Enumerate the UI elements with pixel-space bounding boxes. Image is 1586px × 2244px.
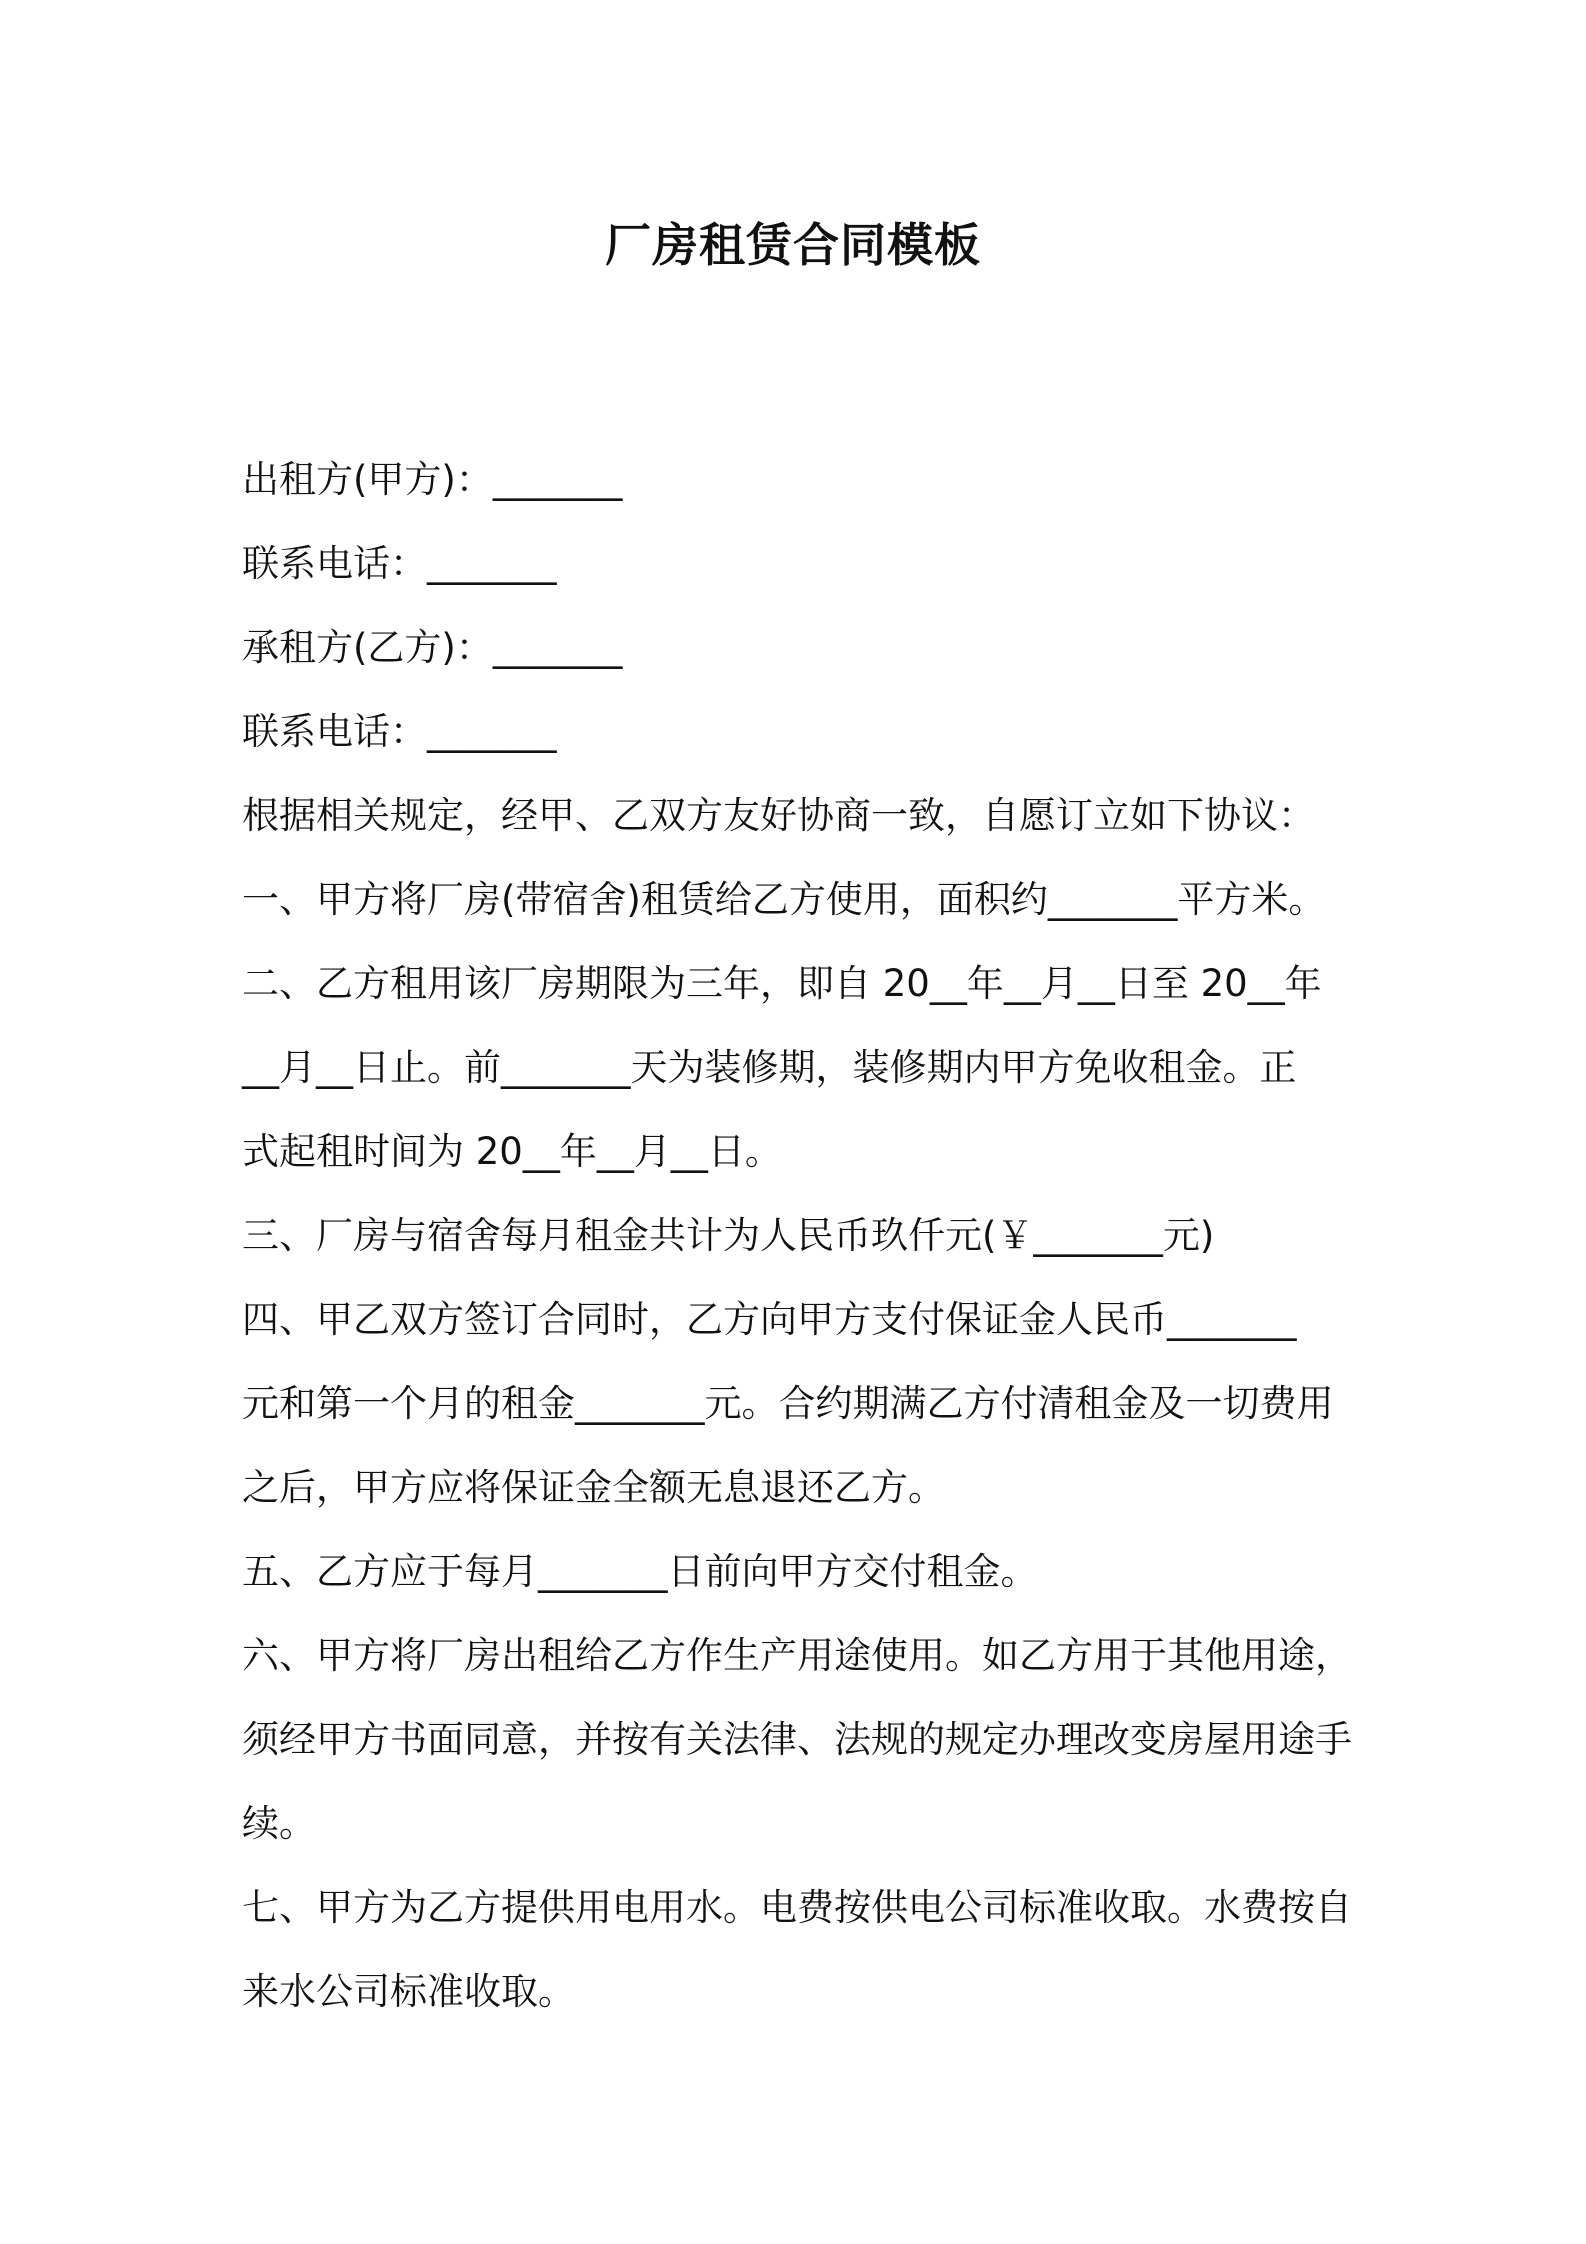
clause-7-line-1: 七、甲方为乙方提供用电用水。电费按供电公司标准收取。水费按自 bbox=[242, 1886, 1352, 1929]
lessee-line: 承租方(乙方)：_______ bbox=[242, 626, 623, 669]
lessee-phone-line: 联系电话：_______ bbox=[242, 710, 557, 753]
clause-2-line-2: __月__日止。前_______天为装修期，装修期内甲方免收租金。正 bbox=[242, 1046, 1297, 1089]
clause-6-line-3: 续。 bbox=[242, 1802, 316, 1845]
preamble-line: 根据相关规定，经甲、乙双方友好协商一致，自愿订立如下协议： bbox=[242, 794, 1315, 837]
clause-7-line-2: 来水公司标准收取。 bbox=[242, 1970, 575, 2013]
clause-2-line-1: 二、乙方租用该厂房期限为三年，即自 20__年__月__日至 20__年 bbox=[242, 962, 1322, 1005]
clause-3-line: 三、厂房与宿舍每月租金共计为人民币玖仟元(￥_______元) bbox=[242, 1214, 1215, 1257]
lessor-phone-line: 联系电话：_______ bbox=[242, 542, 557, 585]
clause-4-line-2: 元和第一个月的租金_______元。合约期满乙方付清租金及一切费用 bbox=[242, 1382, 1334, 1425]
clause-6-line-2: 须经甲方书面同意，并按有关法律、法规的规定办理改变房屋用途手 bbox=[242, 1718, 1352, 1761]
clause-6-line-1: 六、甲方将厂房出租给乙方作生产用途使用。如乙方用于其他用途， bbox=[242, 1634, 1352, 1677]
lessor-line: 出租方(甲方)：_______ bbox=[242, 458, 623, 501]
document-title: 厂房租赁合同模板 bbox=[605, 218, 981, 272]
clause-4-line-3: 之后，甲方应将保证金全额无息退还乙方。 bbox=[242, 1466, 945, 1509]
clause-5-line: 五、乙方应于每月_______日前向甲方交付租金。 bbox=[242, 1550, 1038, 1593]
clause-2-line-3: 式起租时间为 20__年__月__日。 bbox=[242, 1130, 782, 1173]
clause-4-line-1: 四、甲乙双方签订合同时，乙方向甲方支付保证金人民币_______ bbox=[242, 1298, 1297, 1341]
clause-1-line: 一、甲方将厂房(带宿舍)租赁给乙方使用，面积约_______平方米。 bbox=[242, 878, 1326, 921]
